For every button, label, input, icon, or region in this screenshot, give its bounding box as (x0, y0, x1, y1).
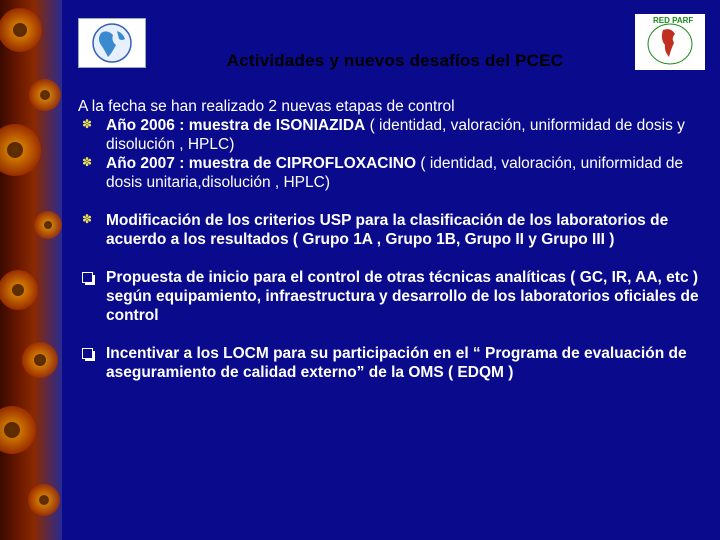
checkbox-icon (82, 348, 93, 359)
list-item (78, 268, 718, 325)
list-item (78, 116, 718, 154)
slide-title: Actividades y nuevos desafíos del PCEC (226, 51, 564, 70)
list-item (78, 344, 718, 382)
item-text: Incentivar a los LOCM para su participación en el “ Programa de evaluación de aseguramiento de calidad externo” de la OMS ( EDQM ) (106, 345, 687, 381)
flower-icon: ✽ (82, 117, 93, 131)
list-item (78, 211, 718, 249)
gears-icon (0, 0, 62, 540)
flower-icon: ✽ (82, 155, 93, 169)
slide-content (78, 97, 718, 382)
item-bold-text: Año 2006 : muestra de ISONIAZIDA (106, 117, 366, 134)
decorative-gear-band (0, 0, 62, 540)
list-item (78, 154, 718, 192)
intro-text: A la fecha se han realizado 2 nuevas etapas de control (78, 98, 455, 115)
item-text: Modificación de los criterios USP para la clasificación de los laboratorios de acuerdo a los resultados ( Grupo 1A , Grupo 1B, Grupo II y Grupo III ) (106, 212, 669, 248)
organization-logo-left (78, 18, 146, 68)
logo-right-text: RED PARF (653, 16, 694, 25)
item-text: ( identidad, valoración, uniformidad de dosis y disolución , HPLC) (106, 117, 685, 153)
flower-icon: ✽ (82, 212, 93, 226)
item-text: ( identidad, valoración, uniformidad de dosis unitaria,disolución , HPLC) (106, 155, 684, 191)
item-text: Propuesta de inicio para el control de otras técnicas analíticas ( GC, IR, AA, etc ) según equipamiento, infraestructura y desarrollo de los laboratorios oficiales de control (106, 269, 699, 324)
checkbox-icon (82, 272, 93, 283)
item-bold-text: Año 2007 : muestra de CIPROFLOXACINO (106, 155, 417, 172)
red-parf-logo (635, 14, 705, 70)
globe-logo-icon (79, 19, 145, 67)
